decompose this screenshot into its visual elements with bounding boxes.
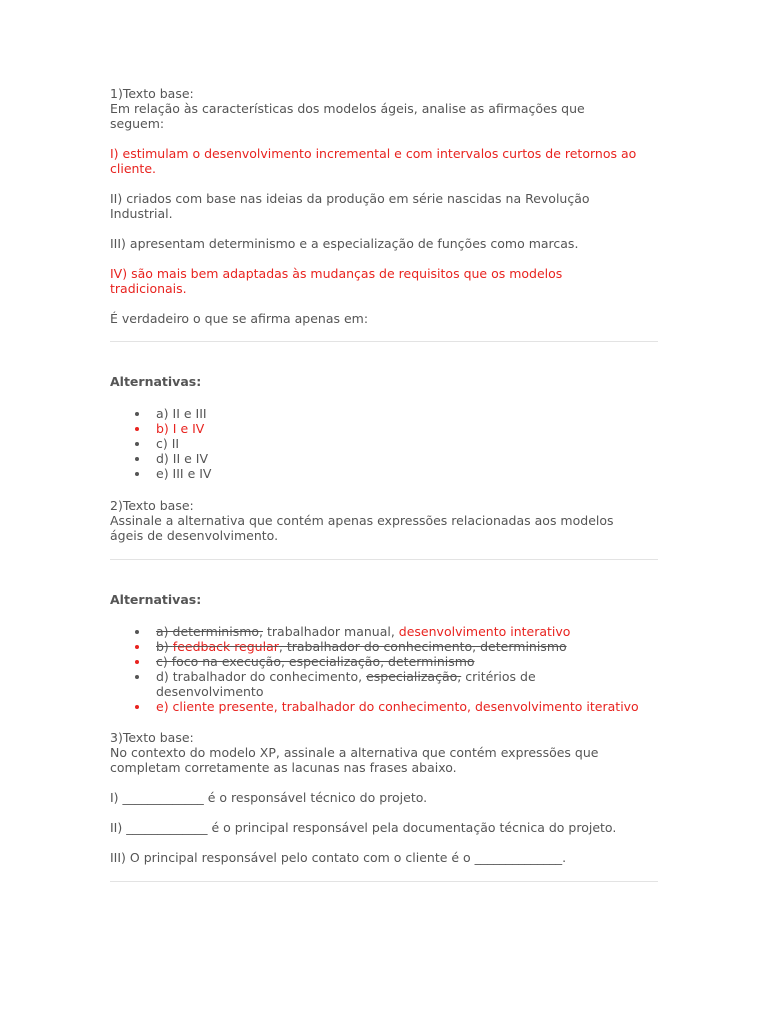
q1-alternative-e: e) III e IV bbox=[110, 466, 660, 481]
q1-alternative-a: a) II e III bbox=[110, 406, 660, 421]
q3-sentence-3: III) O principal responsável pelo contato com o cliente é o ______________. bbox=[110, 850, 567, 865]
q2-alternative-c: c) foco na execução, especialização, determinismo bbox=[110, 654, 660, 669]
bullet-icon bbox=[135, 442, 139, 446]
bullet-icon bbox=[135, 705, 139, 709]
bullet-icon bbox=[135, 645, 139, 649]
q1-statement-3: III) apresentam determinismo e a especialização de funções como marcas. bbox=[110, 236, 579, 251]
q2-alternative-d: d) trabalhador do conhecimento, especialização, critérios de desenvolvimento bbox=[110, 669, 596, 699]
q3-intro: No contexto do modelo XP, assinale a alternativa que contém expressões que completam corretamente as lacunas nas frases abaixo. bbox=[110, 745, 599, 775]
bullet-icon bbox=[135, 660, 139, 664]
bullet-icon bbox=[135, 472, 139, 476]
q2-alternative-e: e) cliente presente, trabalhador do conhecimento, desenvolvimento iterativo bbox=[110, 699, 660, 714]
divider bbox=[110, 881, 658, 882]
bullet-icon bbox=[135, 675, 139, 679]
q3-sentence-1: I) _____________ é o responsável técnico do projeto. bbox=[110, 790, 428, 805]
q2-alternative-a: a) determinismo, trabalhador manual, desenvolvimento interativo bbox=[110, 624, 660, 639]
q1-alternative-b: b) I e IV bbox=[110, 421, 660, 436]
q2-alternatives-heading: Alternativas: bbox=[110, 592, 202, 607]
bullet-icon bbox=[135, 630, 139, 634]
q1-statement-2: II) criados com base nas ideias da produção em série nascidas na Revolução Industrial. bbox=[110, 191, 590, 221]
q1-statement-4: IV) são mais bem adaptadas às mudanças de requisitos que os modelos tradicionais. bbox=[110, 266, 563, 296]
quiz-content bbox=[110, 86, 660, 882]
q1-title: 1)Texto base: bbox=[110, 86, 194, 101]
q1-alternatives-heading: Alternativas: bbox=[110, 374, 202, 389]
q3-sentence-2: II) _____________ é o principal responsável pela documentação técnica do projeto. bbox=[110, 820, 617, 835]
q1-question: É verdadeiro o que se afirma apenas em: bbox=[110, 311, 369, 326]
q1-alternative-c: c) II bbox=[110, 436, 660, 451]
q2-title: 2)Texto base: bbox=[110, 498, 194, 513]
q2-alternative-b: b) feedback regular, trabalhador do conhecimento, determinismo bbox=[110, 639, 660, 654]
bullet-icon bbox=[135, 427, 139, 431]
q1-statement-1: I) estimulam o desenvolvimento incremental e com intervalos curtos de retornos ao cliente. bbox=[110, 146, 637, 176]
q1-alternatives-list bbox=[110, 406, 660, 481]
bullet-icon bbox=[135, 412, 139, 416]
q2-intro: Assinale a alternativa que contém apenas expressões relacionadas aos modelos ágeis de desenvolvimento. bbox=[110, 513, 614, 543]
q2-alternatives-list bbox=[110, 624, 660, 714]
q1-alternative-d: d) II e IV bbox=[110, 451, 660, 466]
divider bbox=[110, 341, 658, 342]
divider bbox=[110, 559, 658, 560]
bullet-icon bbox=[135, 457, 139, 461]
q3-title: 3)Texto base: bbox=[110, 730, 194, 745]
q1-intro: Em relação às características dos modelos ágeis, analise as afirmações que seguem: bbox=[110, 101, 585, 131]
